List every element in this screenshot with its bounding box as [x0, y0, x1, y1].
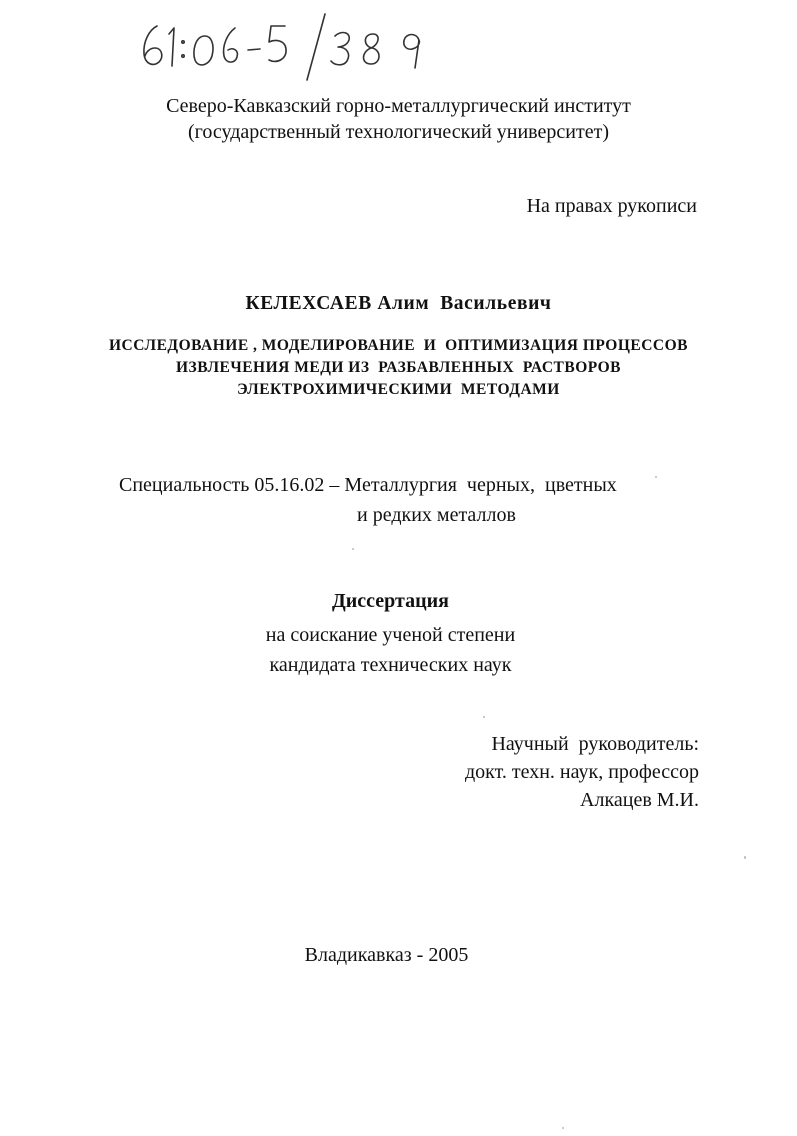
- city-year: Владикавказ - 2005: [304, 944, 469, 966]
- author-given-names: Алим Васильевич: [377, 293, 552, 314]
- scan-speck: [483, 716, 485, 718]
- scan-speck: [744, 856, 746, 859]
- degree-line: кандидата технических наук: [269, 654, 512, 676]
- scan-speck: [562, 1127, 564, 1129]
- author-surname: КЕЛЕХСАЕВ: [245, 293, 372, 314]
- degree-line: на соискание ученой степени: [265, 624, 516, 646]
- author-name: [0, 293, 797, 315]
- manuscript-rights-note: На правах рукописи: [526, 195, 697, 217]
- supervisor-name: Алкацев М.И.: [580, 789, 699, 811]
- institute-name: Северо-Кавказский горно-металлургический институт: [166, 95, 631, 117]
- thesis-title: [0, 335, 797, 401]
- institute-subtitle: (государственный технологический университет): [188, 121, 609, 143]
- handwritten-catalog-number: [135, 12, 455, 82]
- thesis-title-line: ЭЛЕКТРОХИМИЧЕСКИМИ МЕТОДАМИ: [237, 381, 560, 398]
- thesis-title-line: ИЗВЛЕЧЕНИЯ МЕДИ ИЗ РАЗБАВЛЕННЫХ РАСТВОРОВ: [175, 359, 622, 376]
- specialty-line: Специальность 05.16.02 – Металлургия черных, цветных: [119, 474, 617, 496]
- scan-speck: [655, 476, 657, 478]
- supervisor-credentials: докт. техн. наук, профессор: [465, 761, 699, 783]
- scan-speck: [352, 548, 354, 550]
- degree-block: [0, 620, 789, 680]
- handwritten-catalog-number-drawing: [135, 12, 455, 82]
- document-type: Диссертация: [332, 590, 449, 612]
- specialty-line-continued: и редких металлов: [357, 504, 516, 526]
- supervisor-role: Научный руководитель:: [491, 733, 699, 755]
- institute-block: [0, 93, 797, 145]
- supervisor-block: [465, 730, 699, 814]
- thesis-title-line: ИССЛЕДОВАНИЕ , МОДЕЛИРОВАНИЕ И ОПТИМИЗАЦИЯ ПРОЦЕССОВ: [108, 337, 689, 354]
